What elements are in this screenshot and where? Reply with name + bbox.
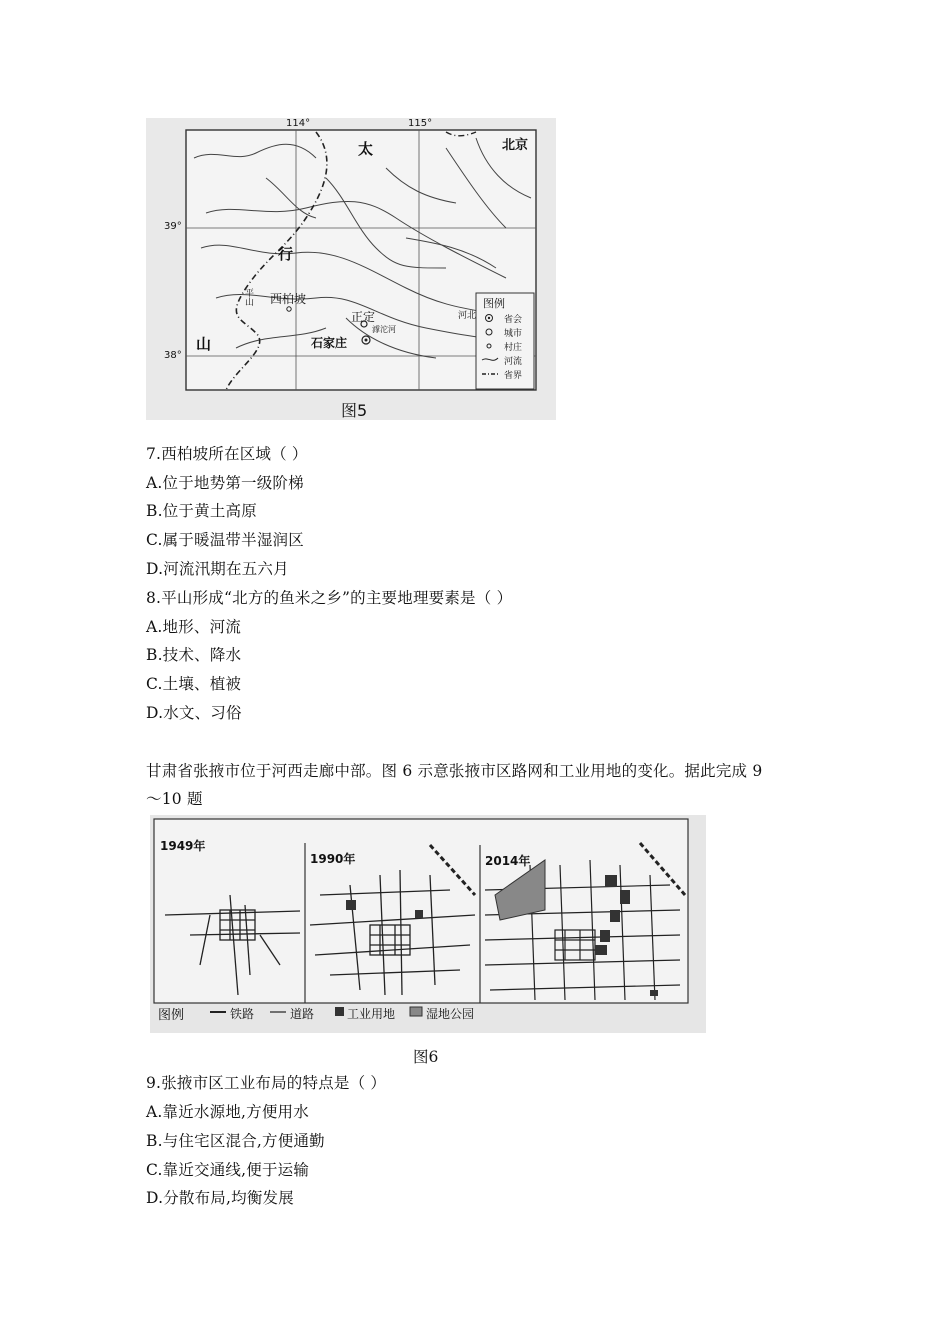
intro-line-2: ～10 题 [146, 790, 203, 808]
legend-item-river: 河流 [504, 357, 523, 367]
legend-item-city: 城市 [504, 329, 523, 339]
figure-6-caption: 图6 [413, 1048, 439, 1066]
place-hang: 行 [278, 245, 294, 263]
place-hebei: 河北 [458, 311, 477, 321]
legend-item-capital: 省会 [504, 315, 523, 325]
place-shan: 山 [196, 335, 212, 353]
figure-6-legend-title: 图例 [158, 1008, 185, 1023]
figure-5-caption: 图5 [341, 401, 368, 420]
legend-railway: 铁路 [230, 1007, 255, 1021]
place-tai: 太 [358, 140, 374, 158]
legend-wetland-park: 湿地公园 [426, 1007, 475, 1021]
q8-stem: 8.平山形成“北方的鱼米之乡”的主要地理要素是（ ） [146, 589, 513, 607]
intro-line-1: 甘肃省张掖市位于河西走廊中部。图 6 示意张掖市区路网和工业用地的变化。据此完成 9 [146, 762, 763, 780]
lon-label-114: 114° [286, 118, 311, 129]
place-shijiazhuang: 石家庄 [311, 336, 348, 350]
lon-label-115: 115° [408, 118, 433, 129]
legend-item-village: 村庄 [504, 343, 523, 353]
figure-6-map [150, 815, 706, 1033]
lat-label-38: 38° [164, 350, 182, 361]
q8-option-c: C.土壤、植被 [146, 675, 242, 693]
q7-option-b: B.位于黄土高原 [146, 502, 257, 520]
legend-item-boundary: 省界 [504, 371, 523, 381]
legend-road: 道路 [290, 1007, 315, 1021]
place-hutuo: 滹沱河 [372, 325, 396, 334]
place-xibaipo: 西柏坡 [270, 292, 307, 306]
figure-5-map [146, 118, 556, 420]
q9-option-b: B.与住宅区混合,方便通勤 [146, 1132, 325, 1150]
place-zhengding: 正定 [351, 310, 376, 324]
legend-industrial-land: 工业用地 [347, 1007, 396, 1021]
panel-label-1949: 1949年 [160, 839, 206, 853]
q8-option-d: D.水文、习俗 [146, 704, 242, 722]
q9-stem: 9.张掖市区工业布局的特点是（ ） [146, 1074, 387, 1092]
q8-option-b: B.技术、降水 [146, 646, 242, 664]
q7-option-d: D.河流汛期在五六月 [146, 560, 289, 578]
q9-option-c: C.靠近交通线,便于运输 [146, 1161, 310, 1179]
figure-6-svg [150, 815, 706, 1033]
q8-option-a: A.地形、河流 [146, 618, 242, 636]
lat-label-39: 39° [164, 221, 182, 232]
q7-option-c: C.属于暖温带半湿润区 [146, 531, 304, 549]
q7-option-a: A.位于地势第一级阶梯 [146, 474, 304, 492]
legend-title: 图例 [483, 297, 505, 310]
panel-label-2014: 2014年 [485, 854, 531, 868]
q9-option-a: A.靠近水源地,方便用水 [146, 1103, 309, 1121]
q7-stem: 7.西柏坡所在区域（ ） [146, 445, 308, 463]
place-beijing: 北京 [502, 138, 529, 153]
panel-label-1990: 1990年 [310, 852, 356, 866]
place-pingshan: 平山 [243, 288, 253, 306]
q9-option-d: D.分散布局,均衡发展 [146, 1189, 294, 1207]
figure-5-svg [146, 118, 556, 420]
